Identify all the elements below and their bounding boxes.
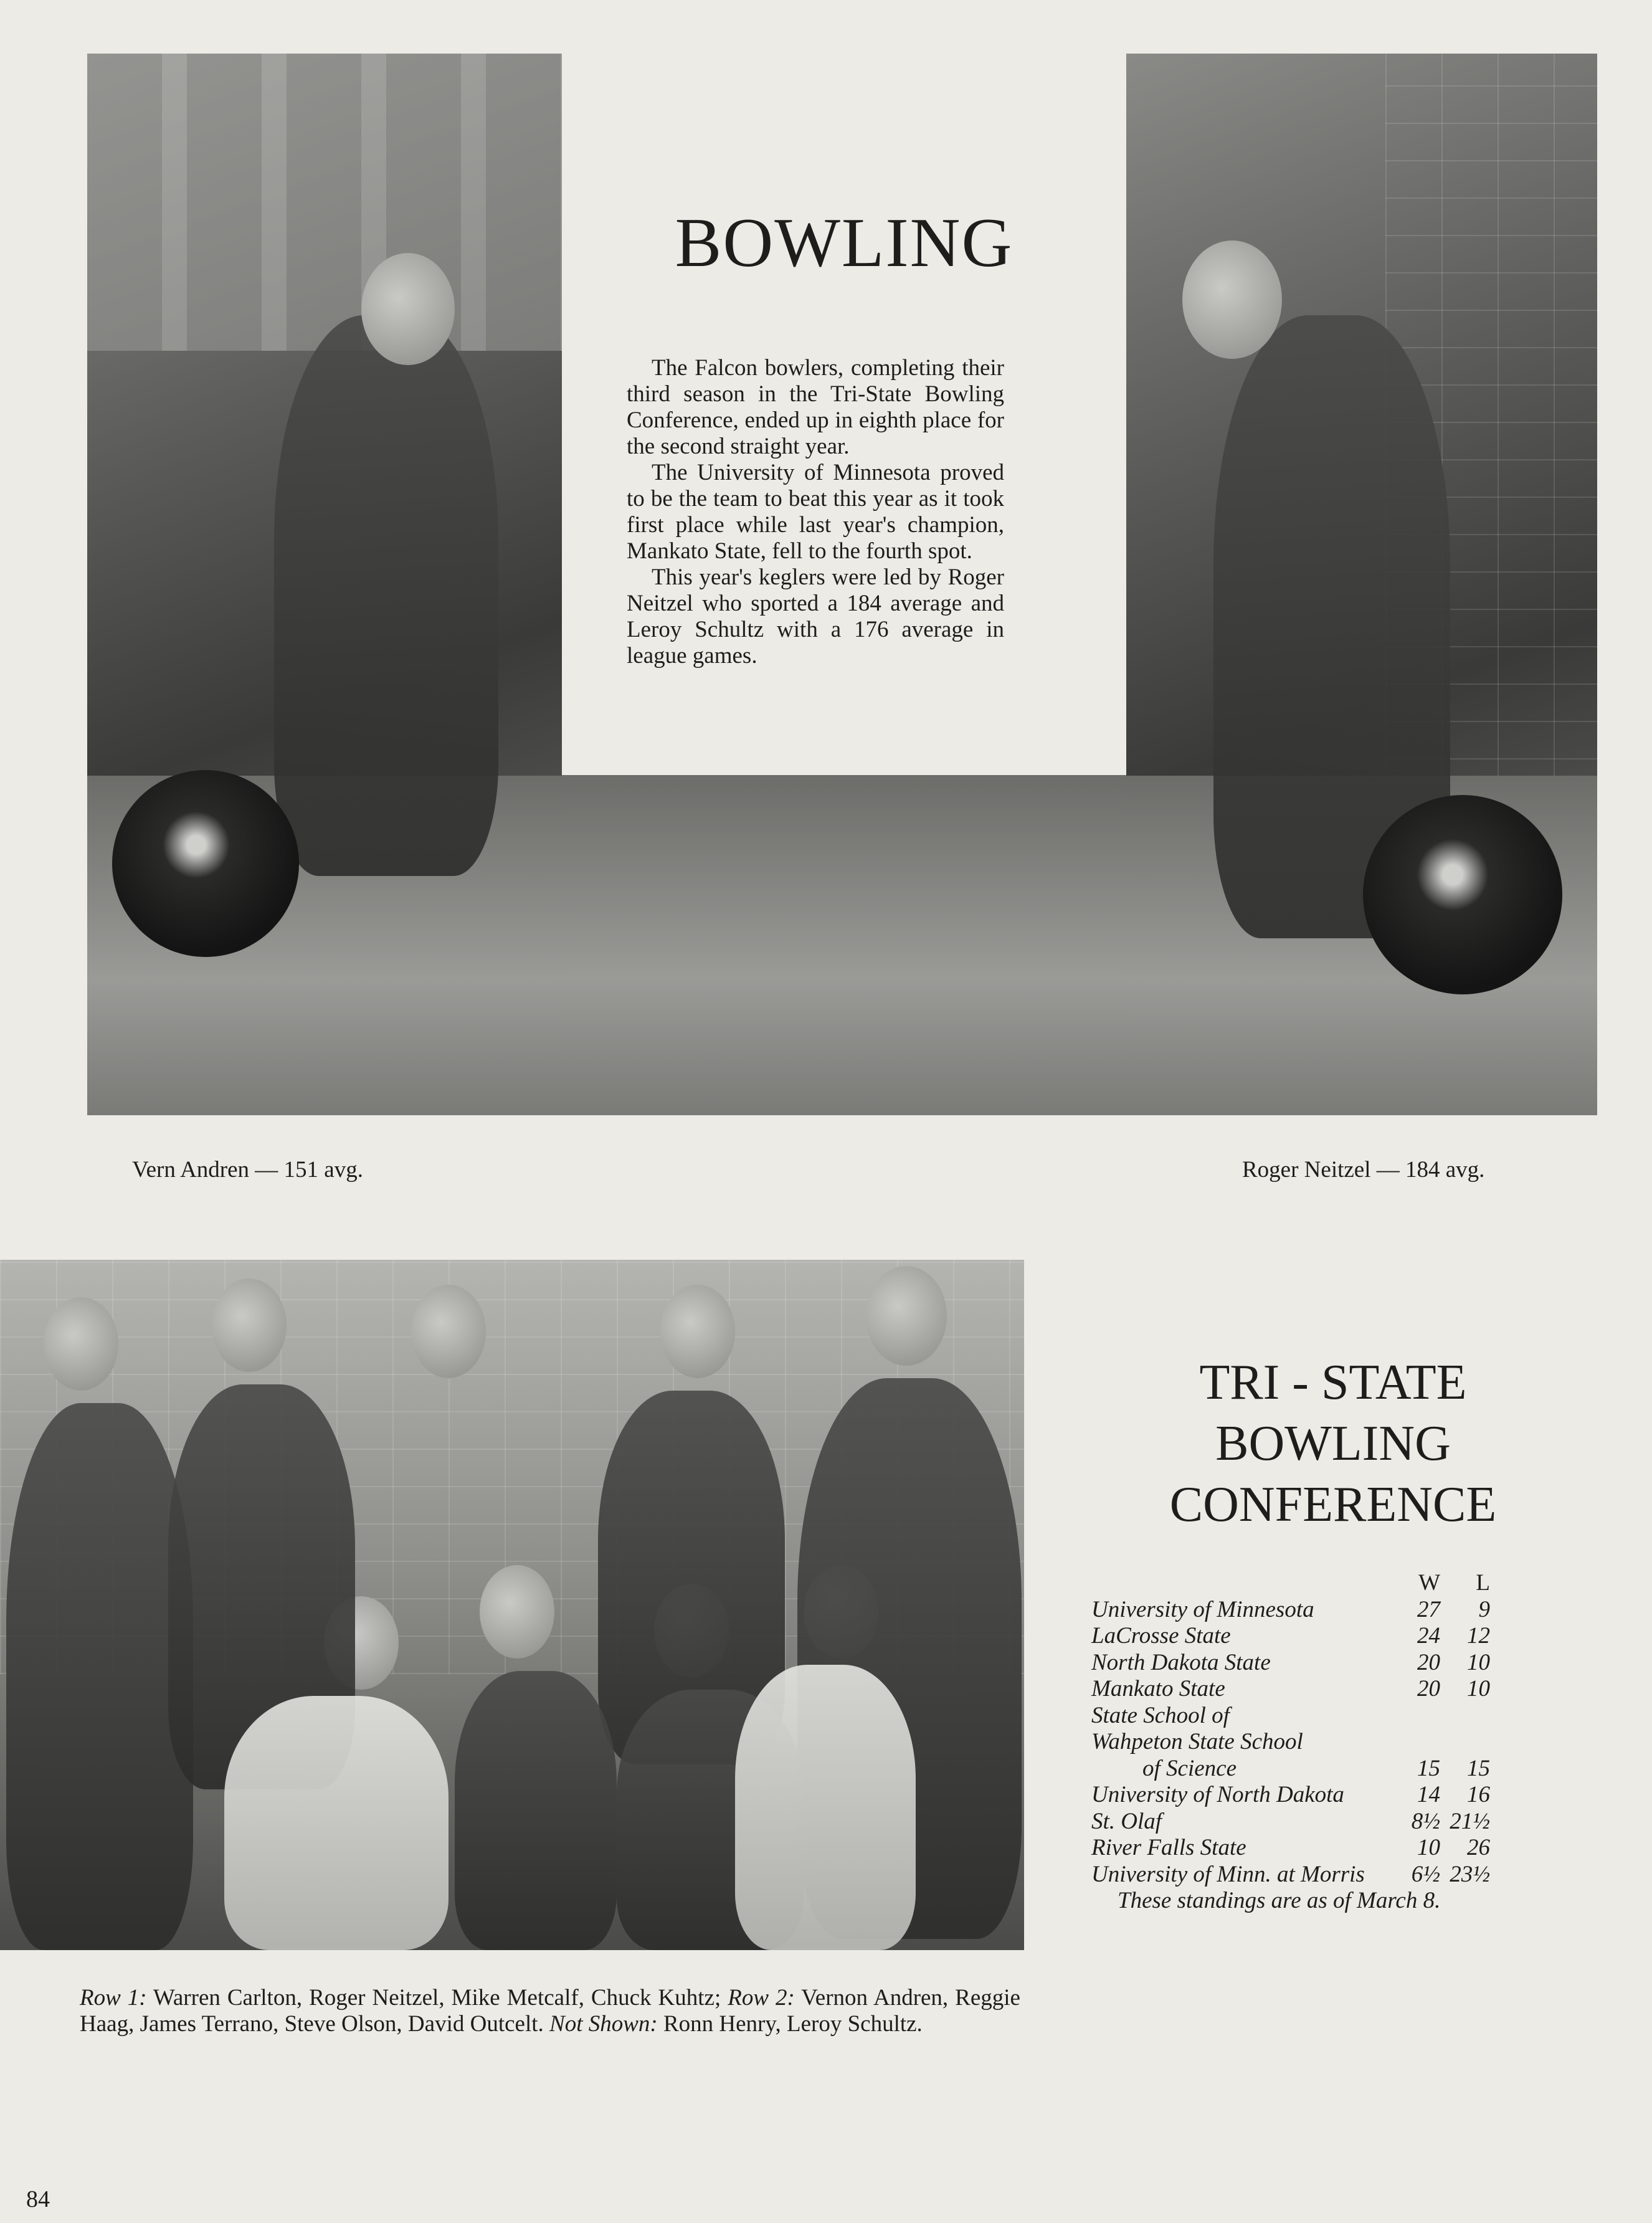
losses: 12	[1467, 1623, 1490, 1649]
team-member-head	[866, 1266, 947, 1366]
bowler-head	[361, 253, 455, 365]
losses: 16	[1467, 1782, 1490, 1807]
team-name: River Falls State	[1091, 1835, 1246, 1860]
standings-header	[1091, 1570, 1602, 1597]
losses: 10	[1467, 1676, 1490, 1702]
wins: 27	[1417, 1596, 1440, 1622]
conference-title-line: BOWLING	[1215, 1416, 1451, 1471]
wins: 6½	[1411, 1861, 1440, 1887]
intro-paragraph: This year's keglers were led by Roger Neitzel who sported a 184 average and Leroy Schultz with a 176 average in league games.	[627, 564, 1004, 669]
roster-row1-label: Row 1:	[80, 1985, 147, 2011]
wins: 20	[1417, 1649, 1440, 1675]
bowler-figure	[274, 315, 498, 876]
standings-row	[1091, 1782, 1602, 1809]
standings-row	[1091, 1809, 1602, 1835]
intro-text	[627, 355, 1004, 669]
team-member-head	[660, 1285, 735, 1378]
team-member-body	[6, 1403, 193, 1950]
intro-box	[562, 54, 1126, 775]
photo-vern-andren	[87, 54, 562, 1115]
team-member-head	[411, 1285, 486, 1378]
roster-not-shown-names: Ronn Henry, Leroy Schultz.	[663, 2011, 923, 2037]
conference-title	[1134, 1352, 1532, 1535]
team-name: University of Minnesota	[1091, 1596, 1314, 1622]
col-header-w: W	[1418, 1570, 1440, 1596]
roster-row2-label: Row 2:	[728, 1985, 795, 2011]
team-name: Mankato State	[1091, 1676, 1225, 1702]
standings-note-row	[1091, 1888, 1602, 1915]
wins: 14	[1417, 1782, 1440, 1807]
standings-table	[1091, 1570, 1602, 1915]
team-member-head	[212, 1278, 287, 1372]
standings-row	[1091, 1862, 1602, 1888]
standings-note: These standings are as of March 8.	[1118, 1888, 1441, 1913]
col-header-l: L	[1476, 1570, 1490, 1596]
intro-paragraph: The Falcon bowlers, completing their third season in the Tri-State Bowling Conference, ended up in eighth place for the second straight year.	[627, 355, 1004, 459]
wins: 8½	[1411, 1808, 1440, 1834]
standings-row	[1091, 1835, 1602, 1862]
team-name: University of North Dakota	[1091, 1782, 1344, 1807]
intro-paragraph: The University of Minnesota proved to be the team to beat this year as it took first place while last year's champion, Mankato State, fell to the fourth spot.	[627, 460, 1004, 564]
ceiling-texture	[87, 54, 562, 351]
losses: 9	[1478, 1596, 1490, 1622]
team-name: University of Minn. at Morris	[1091, 1861, 1365, 1887]
losses: 10	[1467, 1649, 1490, 1675]
team-member-body	[735, 1665, 916, 1950]
caption-left: Vern Andren — 151 avg.	[132, 1157, 363, 1183]
bowling-ball	[112, 770, 299, 957]
team-name: State School of	[1091, 1702, 1230, 1728]
team-name: North Dakota State	[1091, 1649, 1271, 1675]
team-name: of Science	[1142, 1755, 1237, 1781]
standings-row	[1091, 1650, 1602, 1677]
roster-not-shown-label: Not Shown:	[549, 2011, 658, 2037]
team-photo	[0, 1260, 1024, 1950]
team-member-body	[455, 1671, 617, 1950]
standings-row	[1091, 1756, 1602, 1783]
team-member-head	[44, 1297, 118, 1391]
losses: 21½	[1450, 1808, 1490, 1834]
caption-right: Roger Neitzel — 184 avg.	[1242, 1157, 1485, 1183]
standings-row	[1091, 1729, 1602, 1756]
team-member-body	[224, 1696, 449, 1950]
photo-roger-neitzel	[1126, 54, 1597, 1115]
conference-title-line: TRI - STATE	[1199, 1355, 1467, 1410]
roster-row2-names: Vernon Andren, Reggie Haag, James Terrano, Steve Olson, David Outcelt.	[80, 1985, 1020, 2037]
team-member-head	[480, 1565, 554, 1659]
losses: 15	[1467, 1755, 1490, 1781]
team-name: Wahpeton State School	[1091, 1729, 1303, 1754]
wins: 24	[1417, 1623, 1440, 1649]
roster-caption	[80, 1985, 1020, 2037]
team-name: St. Olaf	[1091, 1808, 1162, 1834]
standings-row	[1091, 1623, 1602, 1650]
wins: 20	[1417, 1676, 1440, 1702]
standings-row	[1091, 1703, 1602, 1730]
bowling-ball-right	[1363, 795, 1562, 994]
page-number: 84	[26, 2186, 50, 2212]
photo-lane-center	[562, 775, 1126, 1115]
bowler-head-right	[1182, 240, 1282, 359]
standings-row	[1091, 1597, 1602, 1624]
lane-center-floor	[562, 775, 1126, 1115]
team-name: LaCrosse State	[1091, 1623, 1231, 1649]
roster-row1-names: Warren Carlton, Roger Neitzel, Mike Metcalf, Chuck Kuhtz;	[153, 1985, 721, 2011]
losses: 26	[1467, 1835, 1490, 1860]
conference-title-line: CONFERENCE	[1169, 1477, 1497, 1532]
page-title: BOWLING	[675, 204, 1014, 282]
wins: 15	[1417, 1755, 1440, 1781]
standings-row	[1091, 1676, 1602, 1703]
wins: 10	[1417, 1835, 1440, 1860]
losses: 23½	[1450, 1861, 1490, 1887]
